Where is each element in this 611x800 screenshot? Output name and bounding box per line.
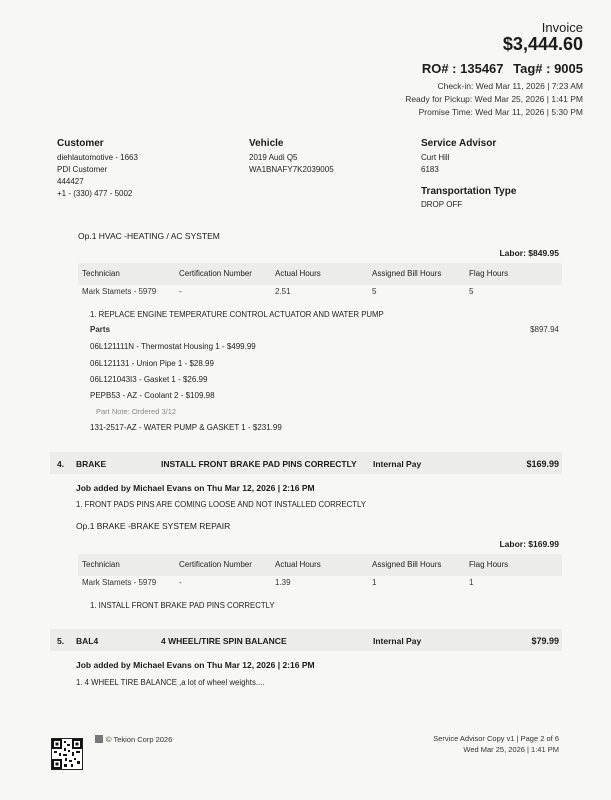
correction-line: 1. REPLACE ENGINE TEMPERATURE CONTROL ACTUATOR AND WATER PUMP (90, 310, 384, 319)
advisor-line: 6183 (421, 165, 439, 174)
job-number: 5. (57, 636, 65, 646)
th-cert: Certification Number (179, 560, 252, 569)
part-item: 06L121131 - Union Pipe 1 - $28.99 (90, 359, 214, 368)
td-cert: - (179, 287, 182, 296)
op-title-brake: Op.1 BRAKE -BRAKE SYSTEM REPAIR (76, 521, 231, 531)
th-flag: Flag Hours (469, 560, 509, 569)
advisor-heading: Service Advisor (421, 138, 497, 149)
customer-heading: Customer (57, 138, 104, 149)
correction-line: 1. INSTALL FRONT BRAKE PAD PINS CORRECTLY (90, 601, 275, 610)
ready-time: Ready for Pickup: Wed Mar 25, 2026 | 1:41 PM (405, 94, 583, 104)
qr-code-icon (51, 738, 83, 770)
footer-copyright (95, 735, 172, 744)
advisor-line: Curt Hill (421, 153, 450, 162)
job-added-by: Job added by Michael Evans on Thu Mar 12, 2026 | 2:16 PM (76, 483, 315, 493)
job-amount: $79.99 (531, 636, 559, 646)
th-billed: Assigned Bill Hours (372, 560, 442, 569)
parts-total: $897.94 (530, 325, 559, 334)
transport-value: DROP OFF (421, 200, 463, 209)
td-technician: Mark Stamets - 5979 (82, 578, 157, 587)
checkin-time: Check-in: Wed Mar 11, 2026 | 7:23 AM (437, 81, 583, 91)
op-title-hvac: Op.1 HVAC -HEATING / AC SYSTEM (78, 231, 220, 241)
td-flag: 5 (469, 287, 474, 296)
part-item: PEPB53 - AZ - Coolant 2 - $109.98 (90, 391, 215, 400)
job-concern: 1. FRONT PADS PINS ARE COMING LOOSE AND NOT INSTALLED CORRECTLY (76, 500, 366, 509)
th-billed: Assigned Bill Hours (372, 269, 442, 278)
tag-number: Tag# : 9005 (513, 61, 583, 76)
th-technician: Technician (82, 269, 120, 278)
ro-number: RO# : 135467 (421, 61, 504, 76)
vehicle-block (249, 138, 334, 176)
td-actual: 1.39 (275, 578, 291, 587)
labor-hvac: Labor: $849.95 (499, 248, 559, 258)
job-concern: 1. 4 WHEEL TIRE BALANCE ,a lot of wheel weights.... (76, 678, 265, 687)
job-code: BRAKE (76, 459, 107, 469)
customer-block (57, 138, 138, 200)
footer-date: Wed Mar 25, 2026 | 1:41 PM (463, 745, 559, 754)
th-flag: Flag Hours (469, 269, 509, 278)
tekion-logo-icon (95, 735, 103, 743)
td-technician: Mark Stamets - 5979 (82, 287, 157, 296)
job-amount: $169.99 (526, 459, 559, 469)
vehicle-heading: Vehicle (249, 138, 284, 149)
customer-line: 444427 (57, 177, 84, 186)
invoice-total: $3,444.60 (502, 34, 583, 54)
td-billed: 1 (372, 578, 377, 587)
td-actual: 2.51 (275, 287, 291, 296)
th-cert: Certification Number (179, 269, 252, 278)
th-actual: Actual Hours (275, 269, 321, 278)
job-pay-type: Internal Pay (373, 636, 422, 646)
job-code: BAL4 (76, 636, 99, 646)
td-cert: - (179, 578, 182, 587)
customer-line: +1 - (330) 477 - 5002 (57, 189, 133, 198)
copyright-text: © Tekion Corp 2026 (106, 735, 173, 744)
footer-copy-info: Service Advisor Copy v1 | Page 2 of 6 (433, 734, 559, 743)
invoice-title: Invoice (541, 20, 583, 35)
part-item: 131-2517-AZ - WATER PUMP & GASKET 1 - $231.99 (90, 423, 282, 432)
job-added-by: Job added by Michael Evans on Thu Mar 12, 2026 | 2:16 PM (76, 660, 315, 670)
job-number: 4. (57, 459, 65, 469)
td-flag: 1 (469, 578, 474, 587)
advisor-block (421, 138, 516, 211)
th-technician: Technician (82, 560, 120, 569)
customer-line: diehlautomotive - 1663 (57, 153, 138, 162)
part-item: 06L121111N - Thermostat Housing 1 - $499.99 (90, 342, 256, 351)
vehicle-vin: WA1BNAFY7K2039005 (249, 165, 334, 174)
labor-brake: Labor: $169.99 (499, 539, 559, 549)
part-note: Part Note: Ordered 3/12 (96, 407, 177, 416)
vehicle-line: 2019 Audi Q5 (249, 153, 298, 162)
job-row-balance (50, 629, 562, 651)
promise-time: Promise Time: Wed Mar 11, 2026 | 5:30 PM (418, 107, 583, 117)
parts-heading: Parts (90, 325, 111, 334)
job-description: 4 WHEEL/TIRE SPIN BALANCE (161, 636, 287, 646)
job-pay-type: Internal Pay (373, 459, 422, 469)
job-description: INSTALL FRONT BRAKE PAD PINS CORRECTLY (161, 459, 357, 469)
ro-tag-line (416, 61, 583, 76)
transport-heading: Transportation Type (421, 186, 517, 197)
part-item: 06L121043I3 - Gasket 1 - $26.99 (90, 375, 208, 384)
customer-line: PDI Customer (57, 165, 108, 174)
th-actual: Actual Hours (275, 560, 321, 569)
td-billed: 5 (372, 287, 377, 296)
